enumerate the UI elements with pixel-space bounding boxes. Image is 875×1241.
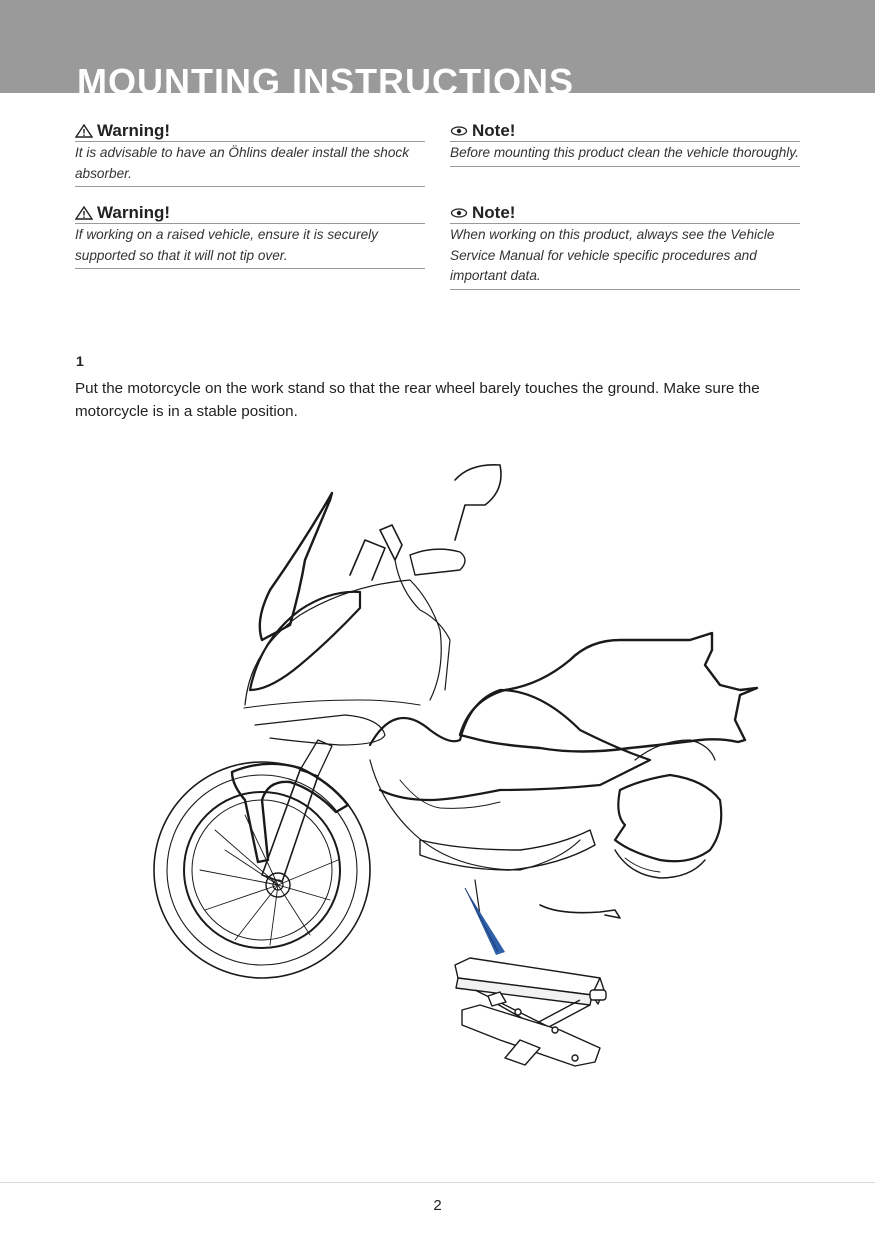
side-stand: [540, 905, 620, 918]
warning-heading: [75, 121, 425, 142]
header-band: [0, 0, 875, 93]
warning-box-shock-install: [75, 121, 425, 187]
note-text: Before mounting this product clean the vehicle thoroughly.: [450, 142, 800, 167]
warning-text: If working on a raised vehicle, ensure it is securely supported so that it will not tip over.: [75, 224, 425, 269]
note-title: Note!: [472, 203, 516, 222]
warning-triangle-icon: [75, 206, 93, 220]
warning-title: Warning!: [97, 203, 171, 222]
motorcycle-work-stand-illustration: [150, 455, 770, 1075]
warning-text: It is advisable to have an Öhlins dealer install the shock absorber.: [75, 142, 425, 187]
warning-heading: [75, 203, 425, 224]
page-number: 2: [433, 1197, 442, 1214]
note-heading: [450, 121, 800, 142]
mirror-left: [350, 525, 402, 580]
front-fender: [232, 764, 348, 862]
step-number: 1: [76, 353, 84, 369]
seat: [460, 633, 757, 752]
warning-triangle-icon: [75, 124, 93, 138]
handlebar: [410, 549, 465, 575]
note-box-service-manual: [450, 203, 800, 290]
eye-icon: [450, 206, 468, 220]
work-stand: [455, 958, 606, 1066]
rear-wheel: [615, 850, 705, 878]
note-box-clean-vehicle: [450, 121, 800, 167]
note-heading: [450, 203, 800, 224]
warning-title: Warning!: [97, 121, 171, 140]
rear-body: [615, 775, 721, 861]
front-cowl: [250, 592, 360, 690]
page-title: MOUNTING INSTRUCTIONS: [77, 61, 574, 93]
step-instruction: Put the motorcycle on the work stand so that the rear wheel barely touches the ground. Make sure the motorcycle is in a stable position.: [75, 380, 760, 420]
lift-point-pointer: [465, 888, 505, 955]
footer-divider: [0, 1182, 875, 1183]
eye-icon: [450, 124, 468, 138]
front-fork: [262, 740, 332, 882]
note-title: Note!: [472, 121, 516, 140]
note-text: When working on this product, always see the Vehicle Service Manual for vehicle specific procedures and important data.: [450, 224, 800, 290]
mirror-right: [455, 465, 501, 540]
warning-box-raised-vehicle: [75, 203, 425, 269]
